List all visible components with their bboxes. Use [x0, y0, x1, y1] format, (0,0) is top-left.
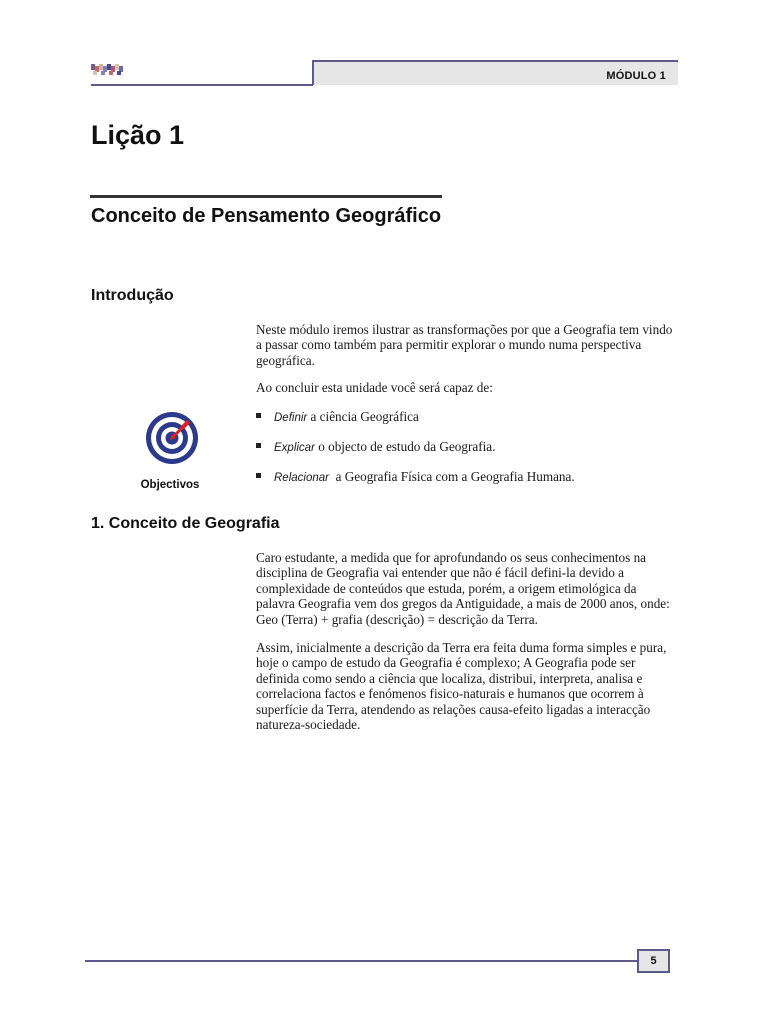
- page-title: Conceito de Pensamento Geográfico: [91, 205, 442, 227]
- page-number: 5: [650, 955, 657, 967]
- objective-item: [256, 409, 676, 425]
- concept-paragraph: Caro estudante, a medida que for aprofundando os seus conhecimentos na disciplina de Geografia vai entender que não é fácil defini-la devido a complexidade de conteúdos que estuda, porém, a origem etimológica da palavra Geografia vem dos gregos da Antiguidade, a mais de 2000 anos, onde: Geo (Terra) + grafia (descrição) = descrição da Terra.: [256, 550, 670, 627]
- section-heading-intro: Introdução: [91, 287, 174, 304]
- header-tab: [312, 60, 678, 85]
- lesson-number: Lição 1: [91, 120, 185, 150]
- bullet-square-icon: [256, 443, 261, 448]
- page-number-box: [637, 949, 670, 973]
- target-icon: [144, 410, 200, 466]
- objective-text: a ciência Geográfica: [307, 409, 419, 424]
- bullet-square-icon: [256, 473, 261, 478]
- objectives-lead: Ao concluir esta unidade você será capaz de:: [256, 380, 493, 395]
- section-heading-concept: 1. Conceito de Geografia: [91, 515, 280, 532]
- intro-paragraph: Neste módulo iremos ilustrar as transformações por que a Geografia tem vindo a passar como também para permitir explorar o mundo numa perspectiva geográfica.: [256, 322, 673, 368]
- header-rule: [91, 84, 313, 86]
- module-label: MÓDULO 1: [606, 70, 666, 82]
- objective-text: a Geografia Física com a Geografia Humana.: [328, 469, 575, 484]
- title-rule: [90, 195, 442, 198]
- objective-keyword: Explicar: [274, 442, 315, 454]
- publisher-logo: [91, 64, 125, 76]
- objective-text: o objecto de estudo da Geografia.: [314, 439, 496, 454]
- objective-keyword: Relacionar: [274, 472, 329, 484]
- bullet-square-icon: [256, 413, 261, 418]
- objective-item: [256, 469, 676, 485]
- footer-rule: [85, 960, 639, 962]
- concept-paragraph: Assim, inicialmente a descrição da Terra era feita duma forma simples e pura, hoje o campo de estudo da Geografia é complexo; A Geografia pode ser definida como sendo a ciência que localiza, distribui, interpreta, analisa e correlaciona factos e fenómenos fisico-naturais e humanos que ocorrem à superfície da Terra, atendendo as relações causa-efeito ligadas a interacção natureza-sociedade.: [256, 640, 667, 733]
- objective-keyword: Definir: [274, 412, 308, 424]
- objective-item: [256, 439, 676, 455]
- objectives-icon-label: Objectivos: [140, 479, 200, 491]
